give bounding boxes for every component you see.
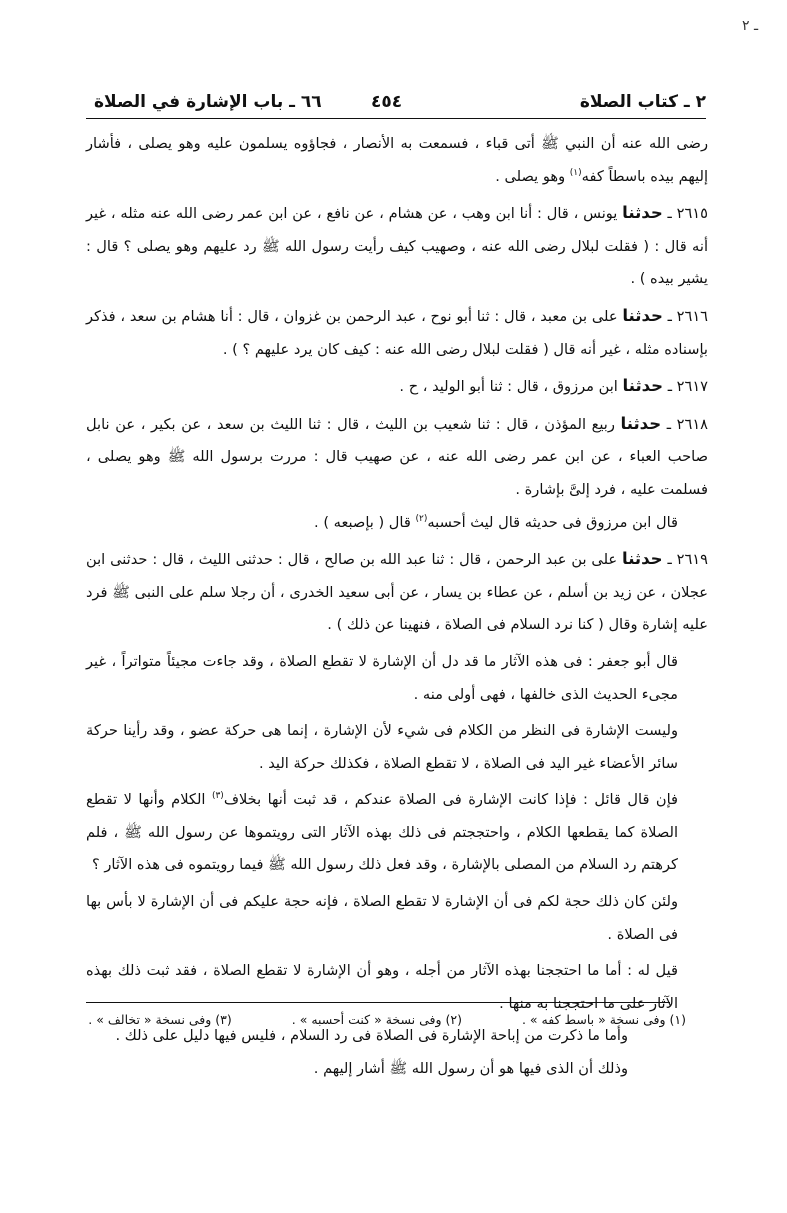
hadith-2615: ٢٦١٥ ـ حدثنا يونس ، قال : أنا ابن وهب ، عن هشام ، عن نافع ، عن ابن عمر رضى الله عنه مثله ، غير أنه قال : ( فقلت لبلال رضى الله عنه ، وصهيب كيف رأيت رسول الله ﷺ رد عليهم وهو يصلى ؟ قال : يشير بيده ) .: [86, 203, 708, 288]
hadith-number: ٢٦١٧ ـ: [663, 378, 708, 396]
hadith-2616: ٢٦١٦ ـ حدثنا على بن معبد ، قال : ثنا أبو نوح ، عبد الرحمن بن غزوان ، قال : أنا هشام بن سعد ، فذكر بإسناده مثله ، غير أنه قال ( فقلت لبلال رضى الله عنه : كيف كان يرد عليهم ؟ ) .: [86, 305, 708, 358]
main-text: [86, 128, 708, 1086]
commentary-paragraph: ولئن كان ذلك حجة لكم فى أن الإشارة لا تقطع الصلاة ، فإنه حجة عليكم فى أن الإشارة لا بأس بها فى الصلاة .: [86, 893, 678, 943]
book-title: ٢ ـ كتاب الصلاة: [579, 92, 706, 112]
chapter-title: ٦٦ ـ باب الإشارة في الصلاة: [94, 92, 322, 112]
footnote-ref: (١): [569, 167, 582, 178]
hadith-2617: ٢٦١٧ ـ حدثنا ابن مرزوق ، قال : ثنا أبو الوليد ، ح .: [399, 376, 708, 396]
footnote-2: (٢) وفى نسخة « كنت أحسبه » .: [291, 1012, 462, 1027]
running-header: [86, 78, 706, 119]
footnote-1: (١) وفى نسخة « باسط كفه » .: [521, 1012, 686, 1027]
hadith-number: ٢٦١٨ ـ: [661, 415, 708, 433]
commentary-paragraph: فإن قال قائل : فإذا كانت الإشارة فى الصلاة عندكم ، قد ثبت أنها بخلاف$^{(٣)}$ الكلام وأنها لا تقطع الصلاة كما يقطعها الكلام ، واحتججتم فى ذلك بهذه الآثار التى رويتموها عن رسول الله ﷺ ، فلم كرهتم رد السلام من المصلى بالإشارة ، وقد فعل ذلك رسول الله ﷺ فيما رويتموه فى هذه الآثار ؟: [86, 791, 679, 874]
hadith-2619: ٢٦١٩ ـ حدثنا على بن عبد الرحمن ، قال : ثنا عبد الله بن صالح ، قال : حدثنى الليث ، قال : حدثنى ابن عجلان ، عن زيد بن أسلم ، عن عطاء بن يسار ، عن أبى سعيد الخدرى ، أن رجلا سلم على النبى ﷺ فرد عليه إشارة وقال ( كنا نرد السلام فى الصلاة ، فنهينا عن ذلك ) .: [86, 549, 708, 634]
commentary-paragraph: وذلك أن الذى فيها هو أن رسول الله ﷺ أشار إليهم .: [313, 1060, 628, 1078]
commentary-paragraph: قيل له : أما ما احتججنا بهذه الآثار من أجله ، وهو أن الإشارة لا تقطع الصلاة ، فقد ثبت ذلك بهذه الآثار على ما احتججنا به منها .: [86, 962, 678, 1012]
footnote-divider: [86, 1002, 670, 1003]
hadith-number: ٢٦١٥ ـ: [662, 205, 708, 223]
hadith-keyword: حدثنا: [622, 305, 663, 325]
footnotes: [88, 1012, 686, 1027]
hadith-number: ٢٦١٩ ـ: [662, 551, 708, 569]
hadith-keyword: حدثنا: [622, 376, 664, 396]
commentary-paragraph: وليست الإشارة فى النظر من الكلام فى شيء لأن الإشارة ، إنما هى حركة عضو ، وقد رأينا حركة سائر الأعضاء غير اليد فى الصلاة ، لا تقطع الصلاة ، فكذلك حركة اليد .: [86, 722, 678, 772]
hadith-keyword: حدثنا: [622, 203, 663, 223]
page-number: ٤٥٤: [371, 92, 403, 112]
footnote-3: (٣) وفى نسخة « تخالف » .: [88, 1012, 232, 1027]
footnote-ref: (٣): [211, 791, 224, 802]
hadith-keyword: حدثنا: [620, 413, 662, 433]
paragraph-continuation: رضى الله عنه أن النبي ﷺ أتى قباء ، فسمعت به الأنصار ، فجاؤوه يسلمون عليه وهو يصلى ، فأشار إليهم بيده باسطاً كفه$^{(١)}$ وهو يصلى .: [86, 135, 708, 185]
margin-mark: ـ ٢: [742, 18, 759, 34]
commentary-paragraph: وأما ما ذكرت من إباحة الإشارة فى الصلاة فى رد السلام ، فليس فيها دليل على ذلك .: [115, 1027, 628, 1045]
commentary-paragraph: قال أبو جعفر : فى هذه الآثار ما قد دل أن الإشارة لا تقطع الصلاة ، وقد جاءت مجيئاً متواتراً ، غير مجىء الحديث الذى خالفها ، فهى أولى منه .: [86, 652, 678, 703]
hadith-keyword: حدثنا: [622, 549, 663, 569]
narrator-note: قال ابن مرزوق فى حديثه قال ليث أحسبه$^{(٢)}$ قال ( بإصبعه ) .: [314, 513, 678, 531]
hadith-number: ٢٦١٦ ـ: [662, 307, 708, 325]
footnote-ref: (٢): [415, 513, 428, 524]
hadith-2618: ٢٦١٨ ـ حدثنا ربيع المؤذن ، قال : ثنا شعيب بن الليث ، قال : ثنا الليث بن سعد ، عن بكير ، عن نابل صاحب العباء ، عن ابن عمر رضى الله عنه ، عن صهيب قال : مررت برسول الله ﷺ وهو يصلى ، فسلمت عليه ، فرد إلىَّ بإشارة .: [86, 413, 708, 498]
